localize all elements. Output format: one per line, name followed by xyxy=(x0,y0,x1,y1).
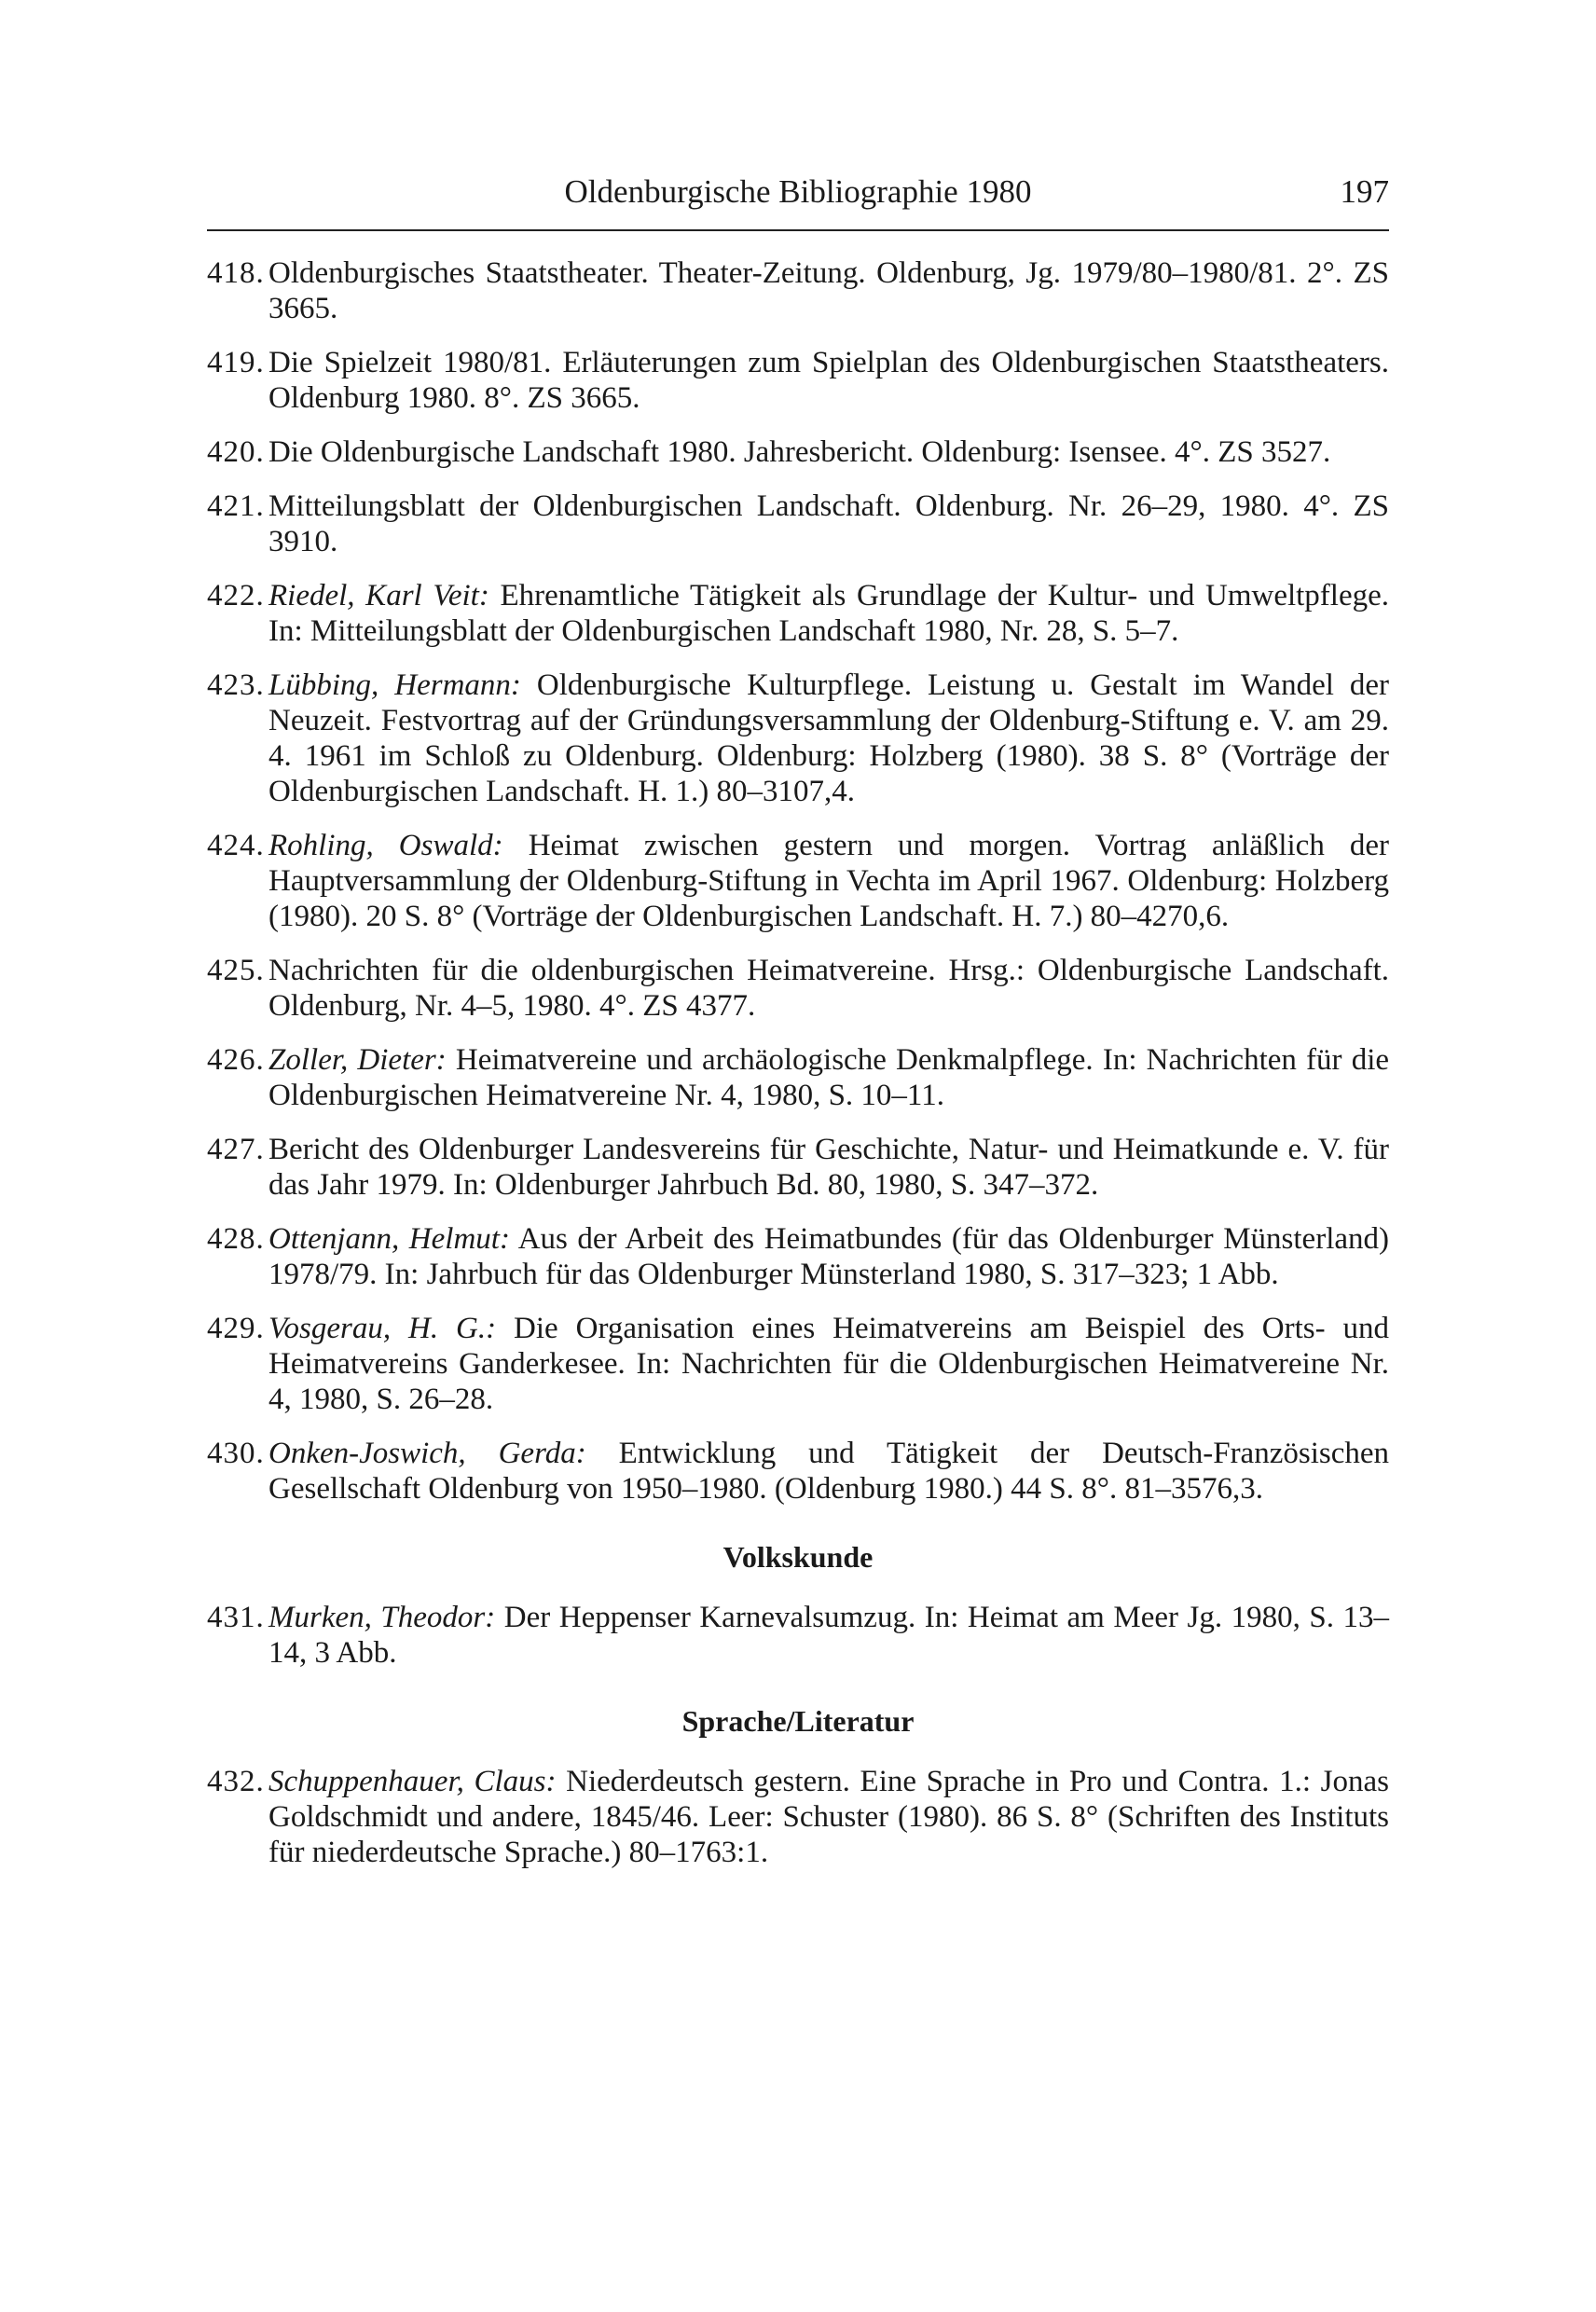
bibliography-entry xyxy=(207,1764,1389,1870)
bibliography-entry xyxy=(207,489,1389,559)
entry-number: 431. xyxy=(207,1601,265,1634)
document-page xyxy=(207,168,1389,1889)
entry-text: Der Heppenser Karnevalsumzug. In: Heimat am Meer Jg. 1980, S. 13–14, 3 Abb. xyxy=(268,1601,1389,1670)
entry-number: 428. xyxy=(207,1222,265,1256)
entry-number: 420. xyxy=(207,435,265,469)
entry-number: 418. xyxy=(207,256,265,290)
entry-text: Oldenburgisches Staatstheater. Theater-Zeitung. Oldenburg, Jg. 1979/80–1980/81. 2°. ZS 3665. xyxy=(268,256,1389,325)
entry-author: Lübbing, Hermann: xyxy=(268,668,521,702)
entry-text: Heimat zwischen gestern und morgen. Vortrag anläßlich der Hauptversammlung der Oldenburg-Stiftung in Vechta im April 1967. Oldenburg: Holzberg (1980). 20 S. 8° (Vorträge der Oldenburgischen Landschaft. H. 7.) 80–4270,6. xyxy=(268,829,1390,933)
entry-body xyxy=(268,1600,1389,1671)
entry-number: 426. xyxy=(207,1043,265,1077)
bibliography-entry xyxy=(207,1132,1389,1203)
entry-text: Heimatvereine und archäologische Denkmalpflege. In: Nachrichten für die Oldenburgischen Heimatvereine Nr. 4, 1980, S. 10–11. xyxy=(268,1043,1390,1112)
entry-body xyxy=(268,1221,1389,1292)
entry-number: 419. xyxy=(207,346,265,379)
entry-body xyxy=(268,345,1389,416)
bibliography-entry xyxy=(207,1221,1389,1292)
entry-number: 423. xyxy=(207,668,265,702)
entry-body xyxy=(268,1436,1389,1507)
entry-body xyxy=(268,489,1389,559)
bibliography-entry xyxy=(207,1436,1389,1507)
entry-number: 424. xyxy=(207,829,265,862)
bibliography-entry xyxy=(207,1600,1389,1671)
entry-text: Mitteilungsblatt der Oldenburgischen Landschaft. Oldenburg. Nr. 26–29, 1980. 4°. ZS 3910. xyxy=(268,489,1389,558)
entry-author: Vosgerau, H. G.: xyxy=(268,1312,497,1345)
entry-text: Ehrenamtliche Tätigkeit als Grundlage der Kultur- und Umweltpflege. In: Mitteilungsblatt der Oldenburgischen Landschaft 1980, Nr. 28, S. 5–7. xyxy=(268,579,1389,648)
bibliography-entry xyxy=(207,953,1389,1024)
bibliography-entry xyxy=(207,345,1389,416)
entry-author: Ottenjann, Helmut: xyxy=(268,1222,510,1256)
entry-text: Die Oldenburgische Landschaft 1980. Jahresbericht. Oldenburg: Isensee. 4°. ZS 3527. xyxy=(268,435,1331,469)
header-rule xyxy=(207,229,1389,231)
entry-number: 429. xyxy=(207,1312,265,1345)
entry-body xyxy=(268,255,1389,326)
entry-author: Onken-Joswich, Gerda: xyxy=(268,1437,586,1470)
entry-number: 421. xyxy=(207,489,265,523)
running-title: Oldenburgische Bibliographie 1980 xyxy=(564,173,1032,210)
entry-body xyxy=(268,953,1389,1024)
entry-number: 422. xyxy=(207,579,265,612)
entry-body xyxy=(268,828,1389,934)
entry-number: 430. xyxy=(207,1437,265,1470)
bibliography-entry xyxy=(207,1311,1389,1417)
entry-body xyxy=(268,1311,1389,1417)
entry-text: Bericht des Oldenburger Landesvereins für Geschichte, Natur- und Heimatkunde e. V. für das Jahr 1979. In: Oldenburger Jahrbuch Bd. 80, 1980, S. 347–372. xyxy=(268,1133,1389,1202)
bibliography-entry xyxy=(207,255,1389,326)
entry-text: Entwicklung und Tätigkeit der Deutsch-Französischen Gesellschaft Oldenburg von 1950–1980. (Oldenburg 1980.) 44 S. 8°. 81–3576,3. xyxy=(268,1437,1390,1506)
entry-author: Riedel, Karl Veit: xyxy=(268,579,489,612)
entry-number: 427. xyxy=(207,1133,265,1166)
running-head xyxy=(207,168,1389,216)
entry-text: Die Organisation eines Heimatvereins am Beispiel des Orts- und Heimatvereins Ganderkesee. In: Nachrichten für die Oldenburgischen Heimatvereine Nr. 4, 1980, S. 26–28. xyxy=(268,1312,1390,1416)
entry-text: Die Spielzeit 1980/81. Erläuterungen zum Spielplan des Oldenburgischen Staatstheaters. Oldenburg 1980. 8°. ZS 3665. xyxy=(268,346,1389,415)
entry-author: Zoller, Dieter: xyxy=(268,1043,447,1077)
entry-author: Murken, Theodor: xyxy=(268,1601,496,1634)
entry-text: Nachrichten für die oldenburgischen Heimatvereine. Hrsg.: Oldenburgische Landschaft. Oldenburg, Nr. 4–5, 1980. 4°. ZS 4377. xyxy=(268,954,1389,1023)
bibliography-list xyxy=(207,255,1389,1870)
entry-number: 432. xyxy=(207,1765,265,1798)
entry-text: Aus der Arbeit des Heimatbundes (für das Oldenburger Münsterland) 1978/79. In: Jahrbuch für das Oldenburger Münsterland 1980, S. 317–323; 1 Abb. xyxy=(268,1222,1389,1291)
bibliography-entry xyxy=(207,828,1389,934)
bibliography-entry xyxy=(207,667,1389,809)
entry-text: Oldenburgische Kulturpflege. Leistung u. Gestalt im Wandel der Neuzeit. Festvortrag auf der Gründungsversammlung der Oldenburg-Stiftung e. V. am 29. 4. 1961 im Schloß zu Oldenburg. Oldenburg: Holzberg (1980). 38 S. 8° (Vorträge der Oldenburgischen Landschaft. H. 1.) 80–3107,4. xyxy=(268,668,1389,808)
entry-body xyxy=(268,578,1389,649)
bibliography-entry xyxy=(207,434,1389,470)
entry-body xyxy=(268,667,1389,809)
bibliography-entry xyxy=(207,1042,1389,1113)
section-heading: Sprache/Literatur xyxy=(681,1704,915,1738)
entry-body xyxy=(268,1132,1389,1203)
bibliography-entry xyxy=(207,578,1389,649)
entry-number: 425. xyxy=(207,954,265,987)
page-number: 197 xyxy=(1340,173,1389,210)
entry-body xyxy=(268,434,1389,470)
entry-text: Niederdeutsch gestern. Eine Sprache in Pro und Contra. 1.: Jonas Goldschmidt und andere, 1845/46. Leer: Schuster (1980). 86 S. 8° (Schriften des Instituts für niederdeutsche Sprache.) 80–1763:1. xyxy=(268,1765,1390,1869)
entry-author: Schuppenhauer, Claus: xyxy=(268,1765,557,1798)
entry-body xyxy=(268,1764,1389,1870)
section-heading: Volkskunde xyxy=(722,1540,874,1574)
entry-author: Rohling, Oswald: xyxy=(268,829,503,862)
entry-body xyxy=(268,1042,1389,1113)
